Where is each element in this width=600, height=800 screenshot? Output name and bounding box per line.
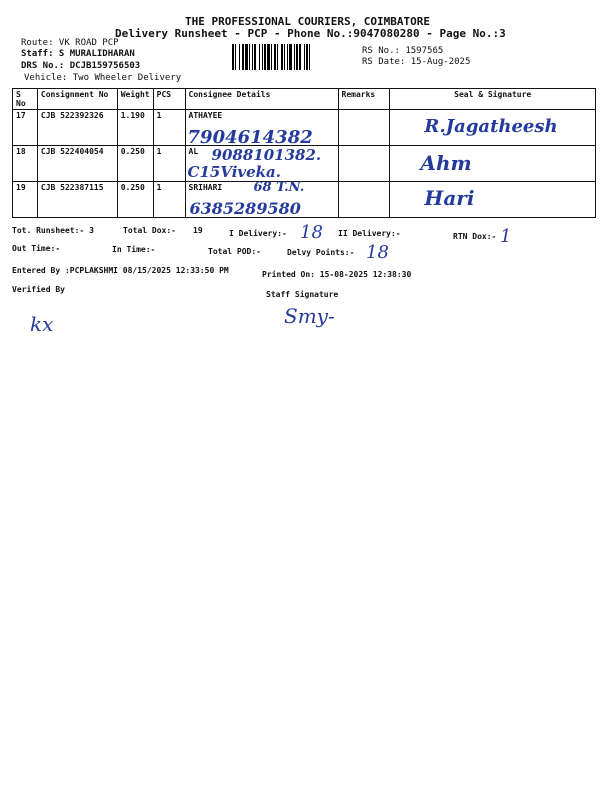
- cell-sno: 18: [13, 146, 38, 182]
- cell-pcs: 1: [153, 110, 185, 146]
- cell-sno: 19: [13, 182, 38, 218]
- cell-consignment: CJB 522404054: [37, 146, 117, 182]
- cell-consignee: [185, 110, 338, 146]
- route-label: Route: VK ROAD PCP: [21, 38, 119, 48]
- entered-by: Entered By :PCPLAKSHMI 08/15/2025 12:33:50 PM: [12, 266, 229, 275]
- cell-weight: 0.250: [117, 182, 153, 218]
- printed-on: Printed On: 15-08-2025 12:38:30: [262, 270, 412, 279]
- runsheet-table: [12, 88, 596, 218]
- consignee-name: SRIHARI: [188, 183, 223, 192]
- consignee-name: ATHAYEE: [188, 111, 223, 120]
- ii-delivery-label: II Delivery:-: [338, 229, 401, 238]
- staff-signature-label: Staff Signature: [266, 290, 339, 299]
- col-header-sno: S No: [13, 89, 38, 110]
- handwritten-note: 68 T.N.: [253, 180, 305, 195]
- cell-pcs: 1: [153, 182, 185, 218]
- col-header-weight: Weight: [117, 89, 153, 110]
- cell-signature: [390, 146, 596, 182]
- out-time-label: Out Time:-: [12, 244, 61, 253]
- total-dox-value: 19: [193, 226, 203, 235]
- tot-runsheet: Tot. Runsheet:- 3: [12, 226, 94, 235]
- rs-date: RS Date: 15-Aug-2025: [362, 57, 471, 67]
- cell-weight: 0.250: [117, 146, 153, 182]
- cell-signature: [390, 182, 596, 218]
- col-header-seal: Seal & Signature: [390, 89, 596, 110]
- cell-consignee: [185, 146, 338, 182]
- rs-no: RS No.: 1597565: [362, 46, 444, 56]
- handwritten-signature: Ahm: [420, 151, 472, 175]
- company-title: THE PROFESSIONAL COURIERS, COIMBATORE: [185, 15, 431, 28]
- table-row: [13, 182, 596, 218]
- rtn-dox-hand: 1: [500, 226, 512, 247]
- cell-pcs: 1: [153, 146, 185, 182]
- verified-by-label: Verified By: [12, 285, 65, 294]
- handwritten-phone: 7904614382: [187, 127, 313, 148]
- handwritten-signature: R.Jagatheesh: [424, 116, 558, 137]
- col-header-consignment: Consignment No: [37, 89, 117, 110]
- in-time-label: In Time:-: [112, 245, 156, 254]
- handwritten-note: C15Viveka.: [187, 163, 281, 181]
- cell-sno: 17: [13, 110, 38, 146]
- delvy-points-label: Delvy Points:-: [287, 248, 355, 257]
- total-dox-label: Total Dox:-: [123, 226, 176, 235]
- table-header-row: [13, 89, 596, 110]
- verified-by-signature: kx: [30, 312, 54, 336]
- col-header-consignee: Consignee Details: [185, 89, 338, 110]
- runsheet-subtitle: Delivery Runsheet - PCP - Phone No.:9047080280 - Page No.:3: [115, 27, 506, 40]
- total-pod-label: Total POD:-: [208, 247, 261, 256]
- cell-consignment: CJB 522387115: [37, 182, 117, 218]
- drs-label: DRS No.: DCJB159756503: [21, 61, 141, 71]
- staff-signature-hand: Smy-: [284, 304, 335, 328]
- vehicle-label: Vehicle: Two Wheeler Delivery: [24, 73, 182, 83]
- i-delivery-label: I Delivery:-: [229, 229, 287, 238]
- rtn-dox-label: RTN Dox:-: [453, 232, 497, 241]
- cell-consignment: CJB 522392326: [37, 110, 117, 146]
- barcode: [232, 44, 353, 70]
- table-row: [13, 110, 596, 146]
- consignee-name: AL: [188, 147, 199, 156]
- staff-label: Staff: S MURALIDHARAN: [21, 49, 135, 59]
- cell-consignee: [185, 182, 338, 218]
- col-header-remarks: Remarks: [338, 89, 390, 110]
- cell-remarks: [338, 110, 390, 146]
- handwritten-phone: 6385289580: [189, 199, 301, 218]
- cell-remarks: [338, 146, 390, 182]
- cell-signature: [390, 110, 596, 146]
- col-header-pcs: PCS: [153, 89, 185, 110]
- table-row: [13, 146, 596, 182]
- handwritten-signature: Hari: [424, 186, 475, 210]
- handwritten-phone: 9088101382.: [211, 146, 322, 164]
- cell-remarks: [338, 182, 390, 218]
- i-delivery-hand: 18: [300, 222, 323, 243]
- cell-weight: 1.190: [117, 110, 153, 146]
- delvy-points-hand: 18: [366, 242, 389, 263]
